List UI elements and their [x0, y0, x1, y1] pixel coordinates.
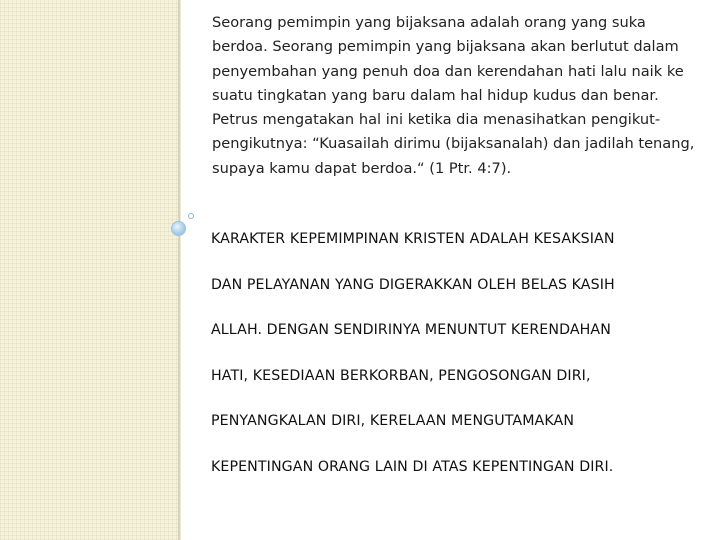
heading-line: KARAKTER KEPEMIMPINAN KRISTEN ADALAH KESAKSIAN [211, 231, 615, 247]
heading-line: DAN PELAYANAN YANG DIGERAKKAN OLEH BELAS KASIH [211, 276, 615, 293]
side-panel-border-highlight [180, 0, 181, 540]
heading-line: ALLAH. DENGAN SENDIRINYA MENUNTUT KERENDAHAN [211, 322, 611, 338]
bullet-circle-icon [171, 221, 186, 236]
body-paragraph: Seorang pemimpin yang bijaksana adalah orang yang suka berdoa. Seorang pemimpin yang bijaksana akan berlutut dalam penyembahan yang penuh doa dan kerendahan hati lalu naik ke suatu tingkatan yang baru dalam hal hidup kudus dan benar. Petrus mengatakan hal ini ketika dia menasihatkan pengikut-pengikutnya: “Kuasailah dirimu (bijaksanalah) dan jadilah tenang, supaya kamu dapat berdoa.“ (1 Ptr. 4:7). [212, 14, 695, 177]
heading-line: KEPENTINGAN ORANG LAIN DI ATAS KEPENTINGAN DIRI. [211, 458, 614, 475]
heading-text-block [211, 224, 711, 497]
decorative-side-panel [0, 0, 178, 540]
heading-line: HATI, KESEDIAAN BERKORBAN, PENGOSONGAN DIRI, [211, 367, 591, 384]
bullet-small-circle-icon [188, 213, 194, 219]
heading-line: PENYANGKALAN DIRI, KERELAAN MENGUTAMAKAN [211, 413, 575, 429]
